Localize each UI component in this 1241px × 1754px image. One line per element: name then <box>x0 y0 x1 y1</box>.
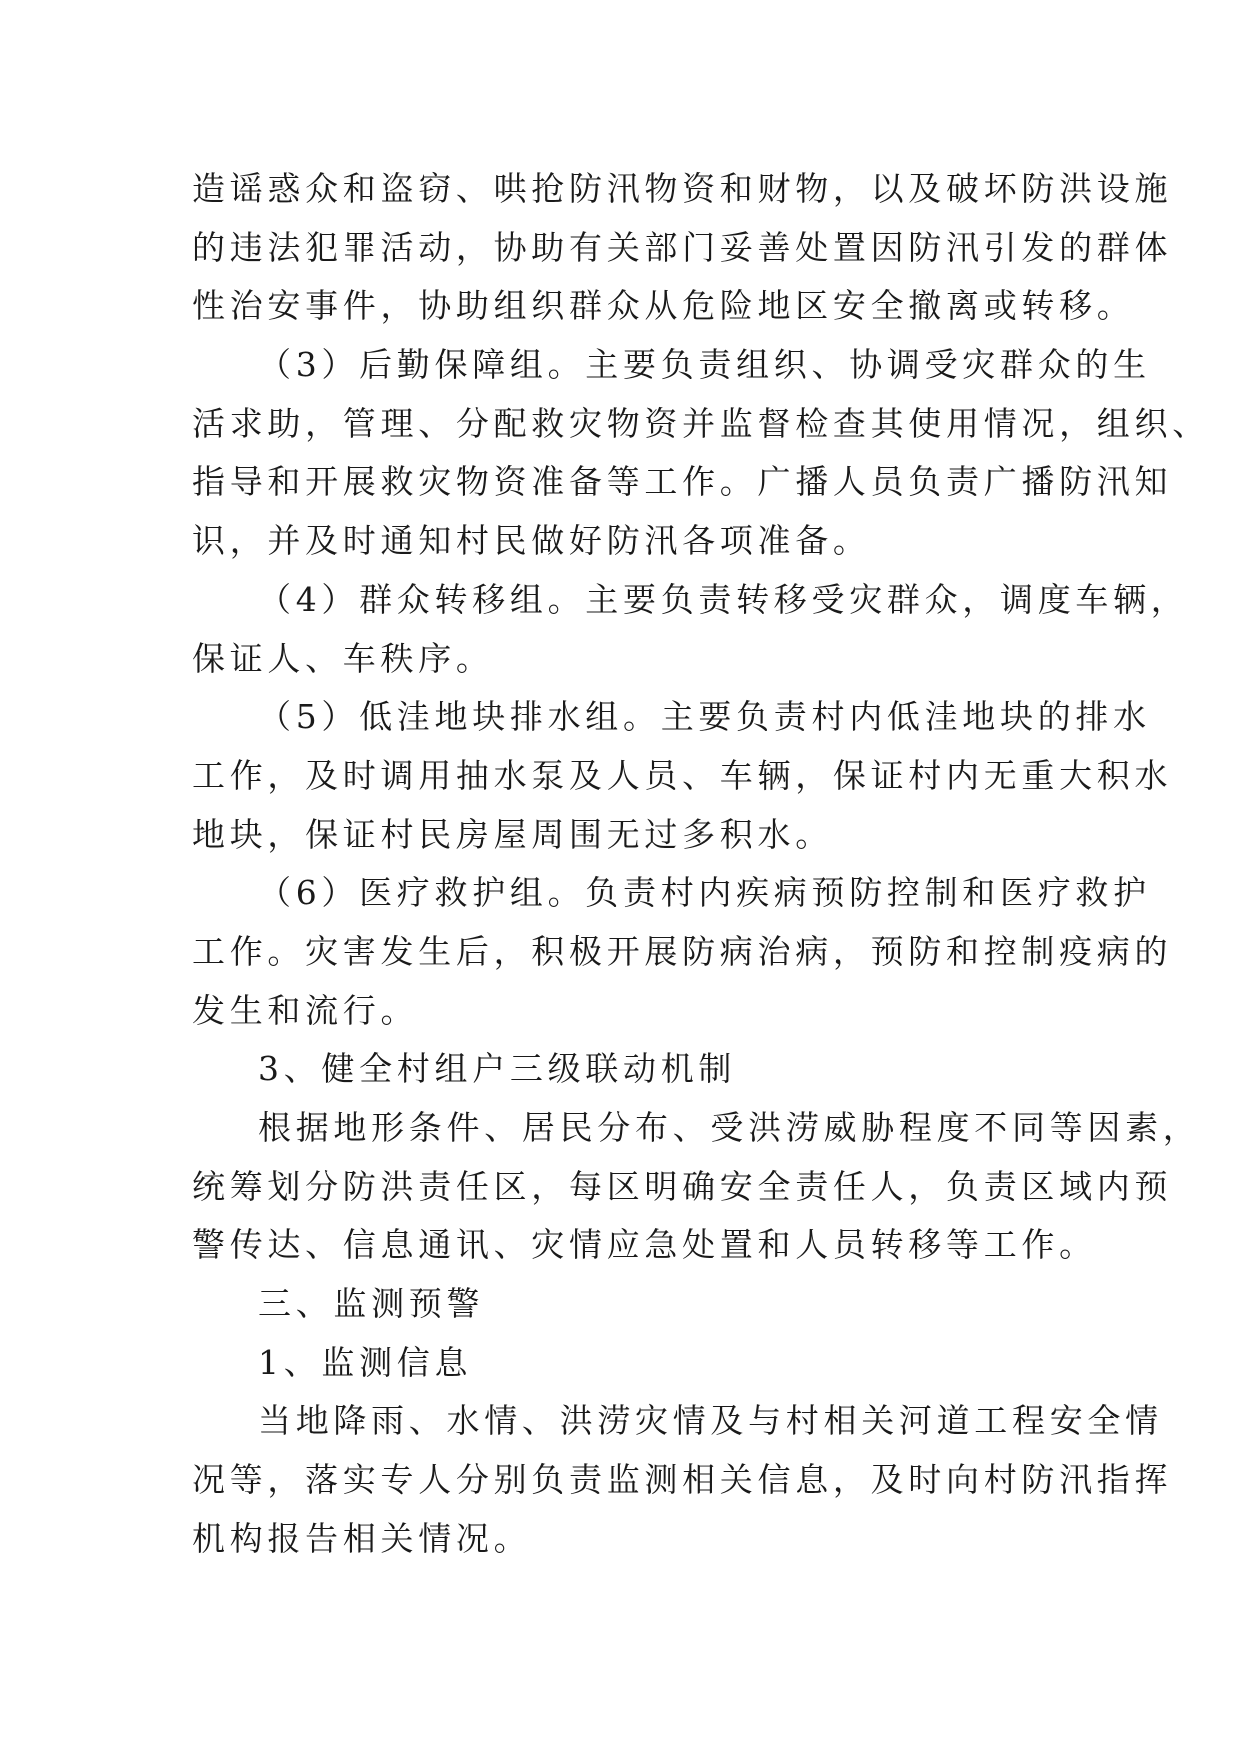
text-line: 况等，落实专人分别负责监测相关信息，及时向村防汛指挥 <box>192 1460 1173 1500</box>
text-line: 机构报告相关情况。 <box>192 1518 532 1558</box>
text-line: 警传达、信息通讯、灾情应急处置和人员转移等工作。 <box>192 1225 1097 1265</box>
text-line: 工作，及时调用抽水泵及人员、车辆，保证村内无重大积水 <box>192 755 1173 795</box>
text-line: 1、监测信息 <box>258 1342 473 1382</box>
text-line: 根据地形条件、居民分布、受洪涝威胁程度不同等因素， <box>258 1108 1201 1147</box>
text-line: 性治安事件，协助组织群众从危险地区安全撤离或转移。 <box>192 286 1135 326</box>
document-body <box>192 160 1210 1569</box>
text-line: 指导和开展救灾物资准备等工作。广播人员负责广播防汛知 <box>192 462 1173 502</box>
text-line: 活求助，管理、分配救灾物资并监督检查其使用情况，组织、 <box>192 403 1210 443</box>
text-line: （4）群众转移组。主要负责转移受灾群众，调度车辆， <box>258 579 1189 619</box>
text-line: 3、健全村组户三级联动机制 <box>258 1049 737 1089</box>
text-line: 三、监测预警 <box>258 1284 485 1324</box>
text-line: （5）低洼地块排水组。主要负责村内低洼地块的排水 <box>258 697 1151 737</box>
text-line: 工作。灾害发生后，积极开展防病治病，预防和控制疫病的 <box>192 931 1173 971</box>
text-line: 地块，保证村民房屋周围无过多积水。 <box>192 814 833 854</box>
text-line: 的违法犯罪活动，协助有关部门妥善处置因防汛引发的群体 <box>192 227 1173 267</box>
text-line: （6）医疗救护组。负责村内疾病预防控制和医疗救护 <box>258 873 1151 913</box>
text-line: 统筹划分防洪责任区，每区明确安全责任人，负责区域内预 <box>192 1166 1173 1206</box>
text-line: （3）后勤保障组。主要负责组织、协调受灾群众的生 <box>258 345 1151 385</box>
text-line: 发生和流行。 <box>192 990 419 1030</box>
text-line: 造谣惑众和盗窃、哄抢防汛物资和财物，以及破坏防洪设施 <box>192 169 1173 208</box>
text-line: 识，并及时通知村民做好防汛各项准备。 <box>192 521 871 561</box>
text-line: 保证人、车秩序。 <box>192 638 494 678</box>
text-line: 当地降雨、水情、洪涝灾情及与村相关河道工程安全情 <box>258 1401 1163 1441</box>
